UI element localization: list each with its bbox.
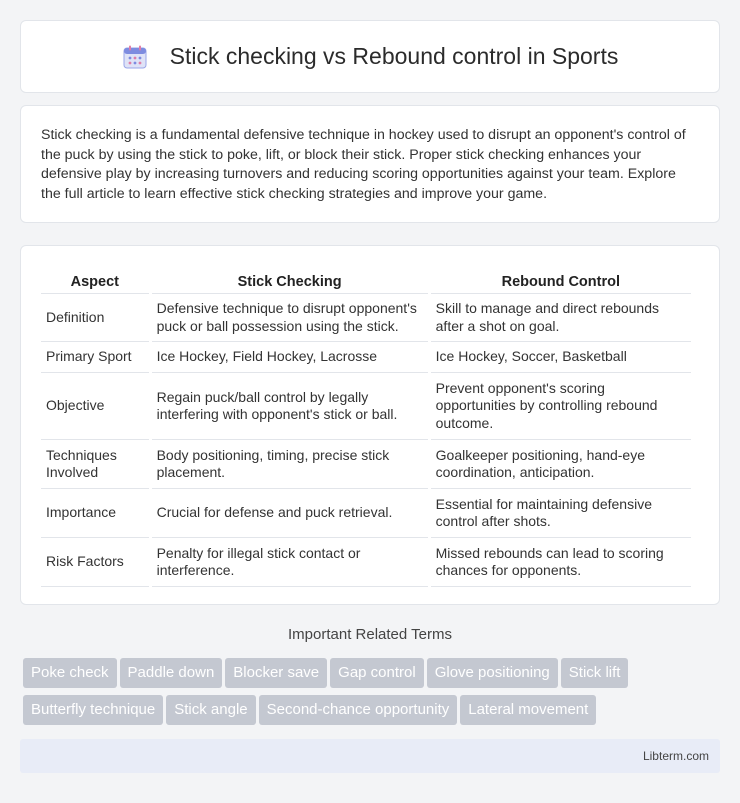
row-rebound-control: Ice Hockey, Soccer, Basketball — [431, 342, 691, 373]
row-rebound-control: Prevent opponent's scoring opportunities by controlling rebound outcome. — [431, 373, 691, 440]
term-tag[interactable]: Butterfly technique — [23, 695, 163, 725]
row-aspect: Objective — [41, 373, 149, 440]
row-aspect: Risk Factors — [41, 538, 149, 587]
related-terms-title: Important Related Terms — [288, 626, 452, 643]
row-stick-checking: Defensive technique to disrupt opponent's puck or ball possession using the stick. — [152, 294, 428, 342]
term-tag[interactable]: Stick angle — [166, 695, 255, 725]
header-rebound-control: Rebound Control — [431, 264, 691, 294]
row-rebound-control: Skill to manage and direct rebounds after a shot on goal. — [431, 294, 691, 342]
intro-card — [20, 105, 720, 223]
row-aspect: Importance — [41, 489, 149, 538]
row-rebound-control: Goalkeeper positioning, hand-eye coordination, anticipation. — [431, 440, 691, 489]
header-aspect: Aspect — [41, 264, 149, 294]
row-aspect: Techniques Involved — [41, 440, 149, 489]
comparison-table-card — [20, 245, 720, 605]
row-rebound-control: Essential for maintaining defensive control after shots. — [431, 489, 691, 538]
footer — [20, 739, 720, 773]
term-tag[interactable]: Blocker save — [225, 658, 327, 688]
table-row — [41, 373, 691, 440]
term-tag[interactable]: Second-chance opportunity — [259, 695, 458, 725]
table-row — [41, 342, 691, 373]
table-row — [41, 294, 691, 342]
term-tag[interactable]: Stick lift — [561, 658, 629, 688]
footer-site-link[interactable]: Libterm.com — [642, 749, 709, 763]
related-terms-list — [23, 658, 723, 732]
term-tag[interactable]: Glove positioning — [427, 658, 558, 688]
term-tag[interactable]: Poke check — [23, 658, 117, 688]
intro-text: Stick checking is a fundamental defensive technique in hockey used to disrupt an opponent's control of the puck by using the stick to poke, lift, or block their stick. Proper stick checking enhances your defensive play by increasing turnovers and reducing scoring opportunities against your team. Explore the full article to learn effective stick checking strategies and improve your game. — [41, 127, 686, 202]
row-rebound-control: Missed rebounds can lead to scoring chances for opponents. — [431, 538, 691, 587]
table-row — [41, 489, 691, 538]
row-stick-checking: Body positioning, timing, precise stick placement. — [152, 440, 428, 489]
term-tag[interactable]: Lateral movement — [460, 695, 596, 725]
header-stick-checking: Stick Checking — [152, 264, 428, 294]
row-stick-checking: Penalty for illegal stick contact or interference. — [152, 538, 428, 587]
row-aspect: Definition — [41, 294, 149, 342]
title-card — [20, 20, 720, 93]
table-row — [41, 538, 691, 587]
row-stick-checking: Ice Hockey, Field Hockey, Lacrosse — [152, 342, 428, 373]
term-tag[interactable]: Paddle down — [120, 658, 223, 688]
page-title: Stick checking vs Rebound control in Sports — [169, 43, 619, 69]
term-tag[interactable]: Gap control — [330, 658, 424, 688]
row-aspect: Primary Sport — [41, 342, 149, 373]
comparison-table — [38, 264, 694, 587]
table-header-row — [41, 264, 691, 294]
row-stick-checking: Regain puck/ball control by legally interfering with opponent's stick or ball. — [152, 373, 428, 440]
calendar-icon — [122, 44, 148, 70]
table-row — [41, 440, 691, 489]
row-stick-checking: Crucial for defense and puck retrieval. — [152, 489, 428, 538]
